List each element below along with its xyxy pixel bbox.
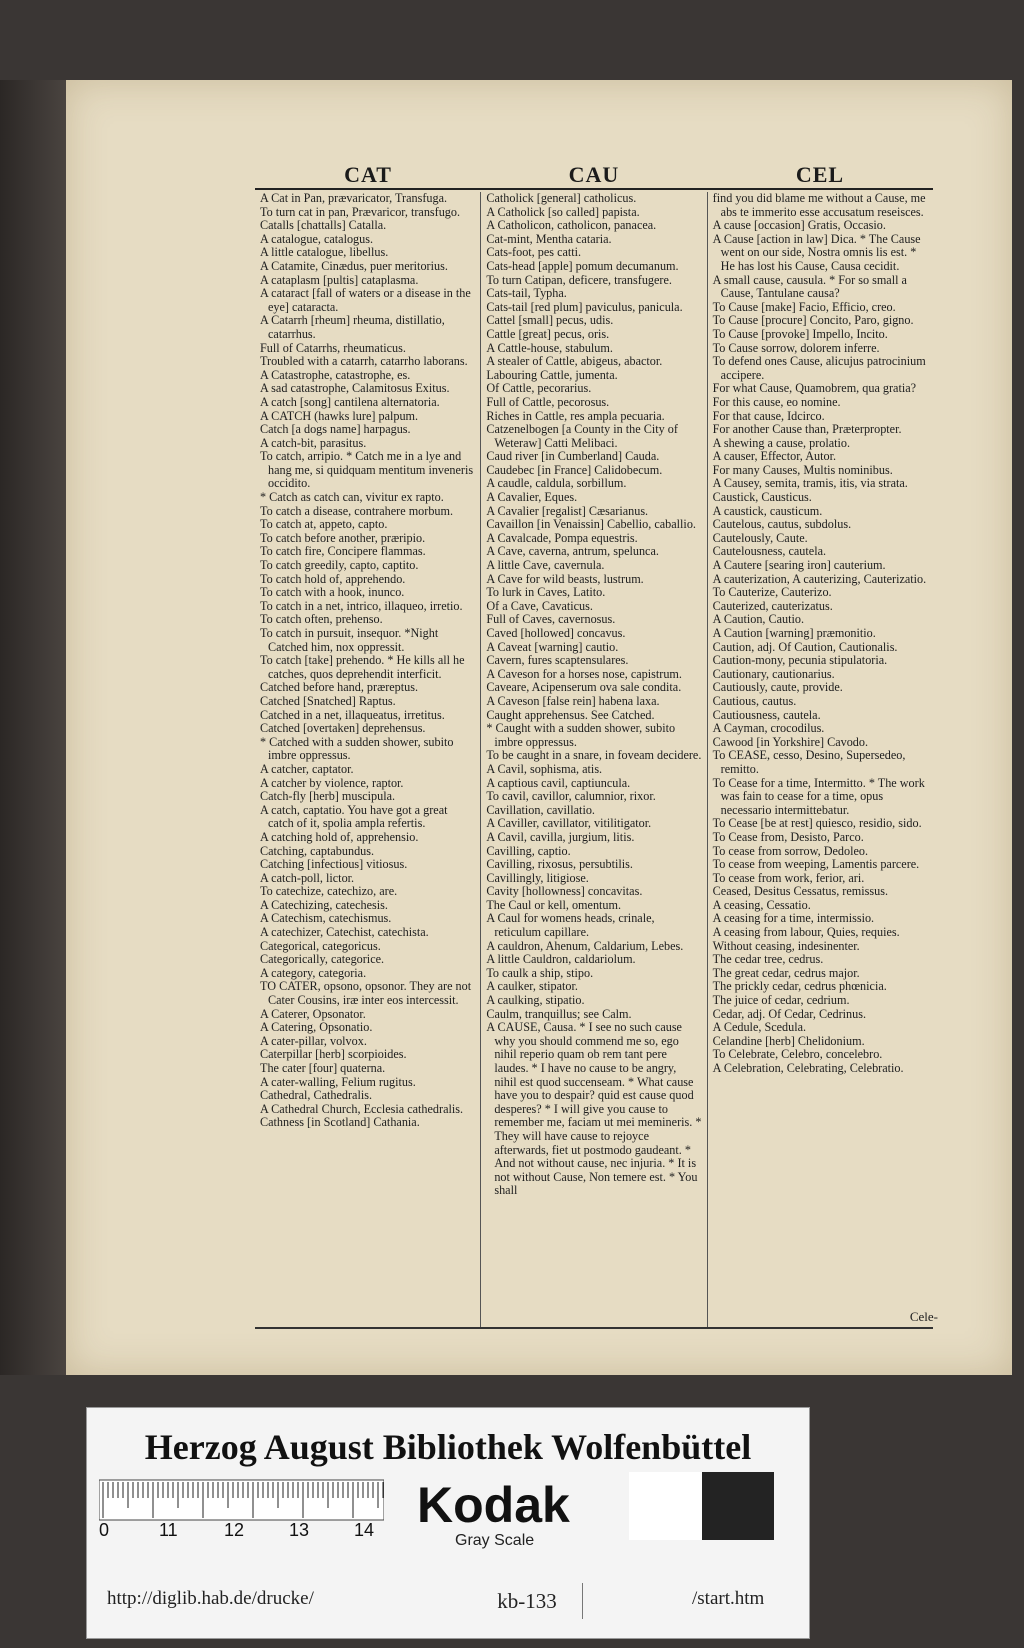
dictionary-entry: A Catholick [so called] papista. [486,204,640,219]
dictionary-entry: The prickly cedar, cedrus phœnicia. [712,979,887,994]
dictionary-entry: A catechizer, Catechist, catechista. [260,925,429,940]
dictionary-entry: To catch with a hook, inunco. [260,585,405,600]
dictionary-entry: To Cause [make] Facio, Efficio, creo. [712,299,896,314]
dictionary-entry: The cater [four] quaterna. [260,1061,386,1075]
dictionary-entry: A ceasing for a time, intermissio. [712,911,875,926]
dictionary-entry: Celandine [herb] Chelidonium. [712,1033,865,1048]
dictionary-entry: Catalls [chattalls] Catalla. [260,218,387,233]
dictionary-entry: The great cedar, cedrus major. [712,965,860,980]
dictionary-entry: A CATCH (hawks lure] palpum. [260,408,419,423]
dictionary-entry: A cauldron, Ahenum, Caldarium, Lebes. [486,938,684,953]
dictionary-entry: A Caution [warning] præmonitio. [712,626,876,640]
column-middle [480,192,707,1327]
dictionary-entry: Caution, adj. Of Caution, Cautionalis. [712,639,898,654]
dictionary-entry: Catch-fly [herb] muscipula. [260,789,396,804]
dictionary-entry: To lurk in Caves, Latito. [486,585,606,600]
dictionary-entry: To cease from sorrow, Dedoleo. [712,843,869,858]
headword-right: CEL [795,162,845,187]
ruler-number: 14 [354,1520,375,1540]
dictionary-entry: A catch-poll, lictor. [260,870,355,885]
dictionary-entry: Cathness [in Scotland] Cathania. [260,1115,420,1130]
catchword: Cele- [909,1309,938,1324]
dictionary-entry: To Cause [procure] Concito, Paro, gigno. [712,313,914,328]
dictionary-entry: A Caterer, Opsonator. [260,1006,366,1021]
dictionary-entry: A Catamite, Cinædus, puer meritorius. [260,258,448,273]
dictionary-entry: To cease from weeping, Lamentis parcere. [712,857,920,872]
dictionary-entry: Labouring Cattle, jumenta. [486,367,618,382]
dictionary-entry: A Caveson [false rein] habena laxa. [486,693,660,708]
dictionary-entry: Troubled with a catarrh, catarrho laborans. [260,354,468,369]
dictionary-entry: Categorically, categorice. [260,952,385,967]
dictionary-entry: Cats-foot, pes catti. [486,245,582,260]
dictionary-entry: A Cayman, crocodilus. [712,721,825,736]
dictionary-entry: Cawood [in Yorkshire] Cavodo. [712,734,869,749]
dictionary-entry: For this cause, eo nomine. [712,394,841,409]
running-headwords [255,162,933,190]
dictionary-entry: A cataplasm [pultis] cataplasma. [260,272,419,287]
dictionary-entry: To defend ones Cause, alicujus patrocinium accipere. [712,354,926,382]
dictionary-entry: To Cease for a time, Intermitto. * The work was fain to cease for a time, opus necessario intermittebatur. [712,775,925,817]
ruler-number: 0 [99,1520,110,1540]
dictionary-entry: Cattel [small] pecus, udis. [486,313,614,328]
dictionary-entry: A catch [song] cantilena alternatoria. [260,394,440,409]
dictionary-entry: A Catholicon, catholicon, panacea. [486,218,657,233]
dictionary-entry: To catch hold of, apprehendo. [260,571,406,586]
dictionary-entry: A caulking, stipatio. [486,993,585,1008]
dictionary-entry: A Cause [action in law] Dica. * The Cause went on our side, Nostra omnis lis est. * He has lost his Cause, Causa cecidit. [712,231,921,273]
digital-library-url: http://diglib.hab.de/drucke/ [107,1588,314,1609]
dictionary-entry: A captious cavil, captiuncula. [486,775,631,790]
dictionary-entry: Catching, captabundus. [260,843,375,858]
dictionary-entry: A Cavil, sophisma, atis. [486,761,603,776]
dictionary-entry: Cattle [great] pecus, oris. [486,326,610,341]
dictionary-entry: Caught apprehensus. See Catched. [486,707,655,722]
dictionary-entry: The cedar tree, cedrus. [712,952,824,967]
dictionary-entry: To turn Catipan, deficere, transfugere. [486,272,672,287]
dictionary-entry: Catched before hand, præreptus. [260,680,419,695]
dictionary-entry: A ceasing from labour, Quies, requies. [712,925,900,940]
dictionary-entry: To Cauterize, Cauterizo. [712,585,832,600]
dictionary-entry: To caulk a ship, stipo. [486,965,594,980]
dictionary-entry: A cauterization, A cauterizing, Cauterizatio. [712,571,927,586]
dictionary-entry: To catch in pursuit, insequor. *Night Catched him, nox oppressit. [260,626,439,654]
dictionary-entry: To turn cat in pan, Prævaricor, transfugo. [260,204,461,219]
dictionary-entry: Full of Cattle, pecorosus. [486,394,610,409]
dictionary-entry: To catechize, catechizo, are. [260,884,398,899]
dictionary-entry: A catcher by violence, raptor. [260,775,404,790]
dictionary-entry: A Cattle-house, stabulum. [486,340,613,355]
dictionary-entry: For what Cause, Quamobrem, qua gratia? [712,381,917,396]
dictionary-entry: A caulker, stipator. [486,979,578,994]
ruler-number: 11 [159,1520,178,1540]
dictionary-entry: To be caught in a snare, in foveam decidere. [486,748,702,763]
dictionary-entry: Cautiously, caute, provide. [712,680,843,695]
dictionary-entry: A Cavalier [regalist] Cæsarianus. [486,503,649,518]
dictionary-entry: Cautelousness, cautela. [712,544,827,559]
dictionary-entry: A catch-bit, parasitus. [260,435,367,450]
dictionary-entry: A Caveat [warning] cautio. [486,639,619,654]
start-page-url: /start.htm [692,1588,765,1609]
dictionary-entry: To CEASE, cesso, Desino, Supersedeo, remitto. [712,748,906,776]
dictionary-entry: To catch at, appeto, capto. [260,517,388,532]
dictionary-entry: A catch, captatio. You have got a great catch of it, spolia ampla refertis. [260,802,448,831]
white-patch [629,1472,702,1540]
dictionary-entry: Catching [infectious] vitiosus. [260,857,408,872]
dictionary-entry: To catch often, prehenso. [260,612,383,627]
black-patch [702,1472,775,1540]
dictionary-entry: A Cathedral Church, Ecclesia cathedralis. [260,1101,464,1116]
dictionary-entry: Catch [a dogs name] harpagus. [260,422,411,437]
library-title: Herzog August Bibliothek Wolfenbüttel [144,1427,752,1467]
headword-center: CAU [568,162,620,187]
dictionary-entry: A Cavalcade, Pompa equestris. [486,530,638,545]
dictionary-entry: Catched [overtaken] deprehensus. [260,721,426,736]
dictionary-entry: Cautious, cautus. [712,693,797,708]
dictionary-entry: A shewing a cause, prolatio. [712,435,851,450]
dictionary-entry: Caved [hollowed] concavus. [486,626,626,640]
dictionary-entry: A Causey, semita, tramis, itis, via strata. [712,476,908,491]
library-card [86,1407,810,1639]
dictionary-entry: Cavilling, captio. [486,843,571,858]
dictionary-entry: A cater-pillar, volvox. [260,1033,367,1048]
kodak-logo: Kodak [417,1477,570,1533]
dictionary-entry: A little Cauldron, caldariolum. [486,952,636,967]
dictionary-entry: A category, categoria. [260,965,367,980]
dictionary-entry: Caterpillar [herb] scorpioides. [260,1047,407,1062]
dictionary-entry: * Catch as catch can, vivitur ex rapto. [260,490,444,505]
dictionary-entry: Cauterized, cauterizatus. [712,598,833,613]
dictionary-entry: Cats-tail [red plum] paviculus, panicula. [486,299,683,314]
dictionary-entry: Catholick [general] catholicus. [486,192,637,205]
dictionary-entry: * Catched with a sudden shower, subito imbre oppressus. [260,734,454,763]
dictionary-entry: A Caveson for a horses nose, capistrum. [486,666,682,681]
dictionary-entry: Cautelous, cautus, subdolus. [712,517,852,532]
dictionary-entry: Full of Catarrhs, rheumaticus. [260,340,406,355]
dictionary-entry: Cavaillon [in Venaissin] Cabellio, caballio. [486,517,696,532]
dictionary-entry: A cataract [fall of waters or a disease in the eye] cataracta. [260,286,471,314]
ruler-number: 13 [289,1520,310,1540]
dictionary-entry: A Caul for womens heads, crinale, reticulum capillare. [486,911,655,940]
dictionary-entry: Cavillation, cavillatio. [486,802,595,817]
dictionary-columns [255,192,933,1329]
dictionary-entry: Cedar, adj. Of Cedar, Cedrinus. [712,1006,867,1021]
dictionary-entry: A Catastrophe, catastrophe, es. [260,367,411,382]
dictionary-entry: Cathedral, Cathedralis. [260,1088,373,1103]
dictionary-entry: Catzenelbogen [a County in the City of Weteraw] Catti Melibaci. [486,422,678,450]
dictionary-entry: Cavillingly, litigiose. [486,870,589,885]
dictionary-entry: To Cause sorrow, dolorem inferre. [712,340,880,355]
dictionary-entry: A CAUSE, Causa. * I see no such cause why you should commend me so, ego nihil reperio quam ob rem tant pere laudes. * I have no cause to be angry, nihil est quod succenseam. * What cause have you to despair? quid est cause quod desperes? * I will give you cause to remember me, faciam ut mei memineris. * They will have cause to rejoyce afterwards, fiet ut postmodo gaudeant. * And not without cause, nec injuria. * It is not without Cause, Non temere est. * You shall [486,1020,702,1198]
dictionary-entry: A stealer of Cattle, abigeus, abactor. [486,354,663,369]
dictionary-entry: Cautionary, cautionarius. [712,666,835,681]
dictionary-entry: Catched in a net, illaqueatus, irretitus. [260,707,445,722]
column-left [255,192,480,1327]
dictionary-entry: Ceased, Desitus Cessatus, remissus. [712,884,889,899]
dictionary-entry: To Cease from, Desisto, Parco. [712,829,864,844]
dictionary-entry: Cautiousness, cautela. [712,707,821,722]
headword-left: CAT [344,162,392,187]
dictionary-entry: To cavil, cavillor, calumnior, rixor. [486,789,656,804]
dictionary-entry: A Catering, Opsonatio. [260,1020,373,1035]
dictionary-entry: A catalogue, catalogus. [260,231,374,246]
dictionary-entry: Of a Cave, Cavaticus. [486,598,593,613]
dictionary-entry: A Cavalier, Eques. [486,490,578,505]
dictionary-entry: Full of Caves, cavernosus. [486,612,616,627]
dictionary-entry: Caudebec [in France] Calidobecum. [486,462,663,477]
dictionary-entry: To catch in a net, intrico, illaqueo, irretio. [260,598,463,613]
dictionary-entry: A little Cave, cavernula. [486,558,605,573]
dictionary-entry: The Caul or kell, omentum. [486,897,622,912]
gray-scale-patch [629,1472,774,1540]
dictionary-entry: A Cave for wild beasts, lustrum. [486,571,644,586]
dictionary-entry: To catch, arripio. * Catch me in a lye and hang me, si quidquam mentitum inveneris occidito. [260,449,474,491]
dictionary-entry: Caveare, Acipenserum ova sale condita. [486,680,682,695]
dictionary-entry: To Celebrate, Celebro, concelebro. [712,1047,883,1062]
dictionary-entry: * Caught with a sudden shower, subito imbre oppressus. [486,721,676,749]
dictionary-entry: A Cave, caverna, antrum, spelunca. [486,544,659,559]
dictionary-entry: A ceasing, Cessatio. [712,897,811,912]
dictionary-entry: To Cease [be at rest] quiesco, residio, sido. [712,816,922,831]
dictionary-entry: A catcher, captator. [260,761,354,776]
dictionary-entry: Cavilling, rixosus, persubtilis. [486,857,633,872]
dictionary-entry: To cease from work, ferior, ari. [712,870,865,885]
dictionary-entry: Riches in Cattle, res ampla pecuaria. [486,408,665,423]
dictionary-entry: To catch before another, præripio. [260,530,426,545]
dictionary-entry: Caution-mony, pecunia stipulatoria. [712,653,888,668]
dictionary-entry: For many Causes, Multis nominibus. [712,462,893,477]
dictionary-entry: The juice of cedar, cedrium. [712,993,850,1008]
dictionary-entry: A Catechism, catechismus. [260,911,392,926]
dictionary-entry: A catching hold of, apprehensio. [260,829,419,844]
dictionary-entry: Cavity [hollowness] concavitas. [486,884,643,899]
dictionary-entry: To catch fire, Concipere flammas. [260,544,426,559]
dictionary-entry: Cat-mint, Mentha cataria. [486,231,612,246]
dictionary-entry: A Cedule, Scedula. [712,1020,807,1035]
dictionary-entry: find you did blame me without a Cause, me abs te immerito esse accusatum reseisces. [712,192,926,219]
dictionary-entry: A Celebration, Celebrating, Celebratio. [712,1061,904,1075]
dictionary-entry: For that cause, Idcirco. [712,408,825,423]
book-spine [0,80,66,1375]
dictionary-entry: Without ceasing, indesinenter. [712,938,860,953]
dictionary-entry: To catch [take] prehendo. * He kills all he catches, quos deprehendit interficit. [260,653,465,681]
gray-scale-label: Gray Scale [455,1532,535,1549]
dictionary-entry: Catched [Snatched] Raptus. [260,693,396,708]
dictionary-entry: A caustick, causticum. [712,503,823,518]
dictionary-entry: Caustick, Causticus. [712,490,812,505]
dictionary-entry: A small cause, causula. * For so small a Cause, Tantulane causa? [712,272,907,301]
dictionary-entry: A causer, Effector, Autor. [712,449,836,464]
dictionary-entry: Cats-tail, Typha. [486,286,567,301]
dictionary-entry: A sad catastrophe, Calamitosus Exitus. [260,381,450,396]
dictionary-entry: To catch a disease, contrahere morbum. [260,503,454,518]
dictionary-entry: A caudle, caldula, sorbillum. [486,476,627,491]
ruler-number: 12 [224,1520,245,1540]
dictionary-entry: A cater-walling, Felium rugitus. [260,1074,416,1089]
dictionary-entry: A Caviller, cavillator, vitilitigator. [486,816,652,831]
dictionary-entry: A Cavil, cavilla, jurgium, litis. [486,829,635,844]
dictionary-entry: To Cause [provoke] Impello, Incito. [712,326,888,341]
dictionary-entry: TO CATER, opsono, opsonor. They are not Cater Cousins, iræ inter eos intercessit. [260,979,472,1008]
dictionary-entry: Caulm, tranquillus; see Calm. [486,1006,632,1021]
dictionary-entry: A Cautere [searing iron] cauterium. [712,558,886,573]
dictionary-entry: A Caution, Cautio. [712,612,805,627]
dictionary-entry: A Cat in Pan, prævaricator, Transfuga. [260,192,448,205]
shelfmark: kb-133 [472,1583,583,1619]
dictionary-entry: Cats-head [apple] pomum decumanum. [486,258,679,273]
dictionary-entry: Categorical, categoricus. [260,938,381,953]
dictionary-entry: Of Cattle, pecorarius. [486,381,592,396]
dictionary-entry: For another Cause than, Præterpropter. [712,422,902,437]
dictionary-entry: A little catalogue, libellus. [260,245,389,260]
dictionary-entry: A cause [occasion] Gratis, Occasio. [712,218,886,233]
dictionary-entry: To catch greedily, capto, captito. [260,558,419,573]
column-right [708,192,933,1327]
dictionary-entry: Cautelously, Caute. [712,530,808,545]
dictionary-entry: A Catechizing, catechesis. [260,897,388,912]
dictionary-entry: Caud river [in Cumberland] Cauda. [486,449,660,464]
dictionary-entry: Cavern, fures scaptensulares. [486,653,629,668]
ruler-numbers [99,1520,384,1544]
dictionary-entry: A Catarrh [rheum] rheuma, distillatio, catarrhus. [260,313,445,341]
